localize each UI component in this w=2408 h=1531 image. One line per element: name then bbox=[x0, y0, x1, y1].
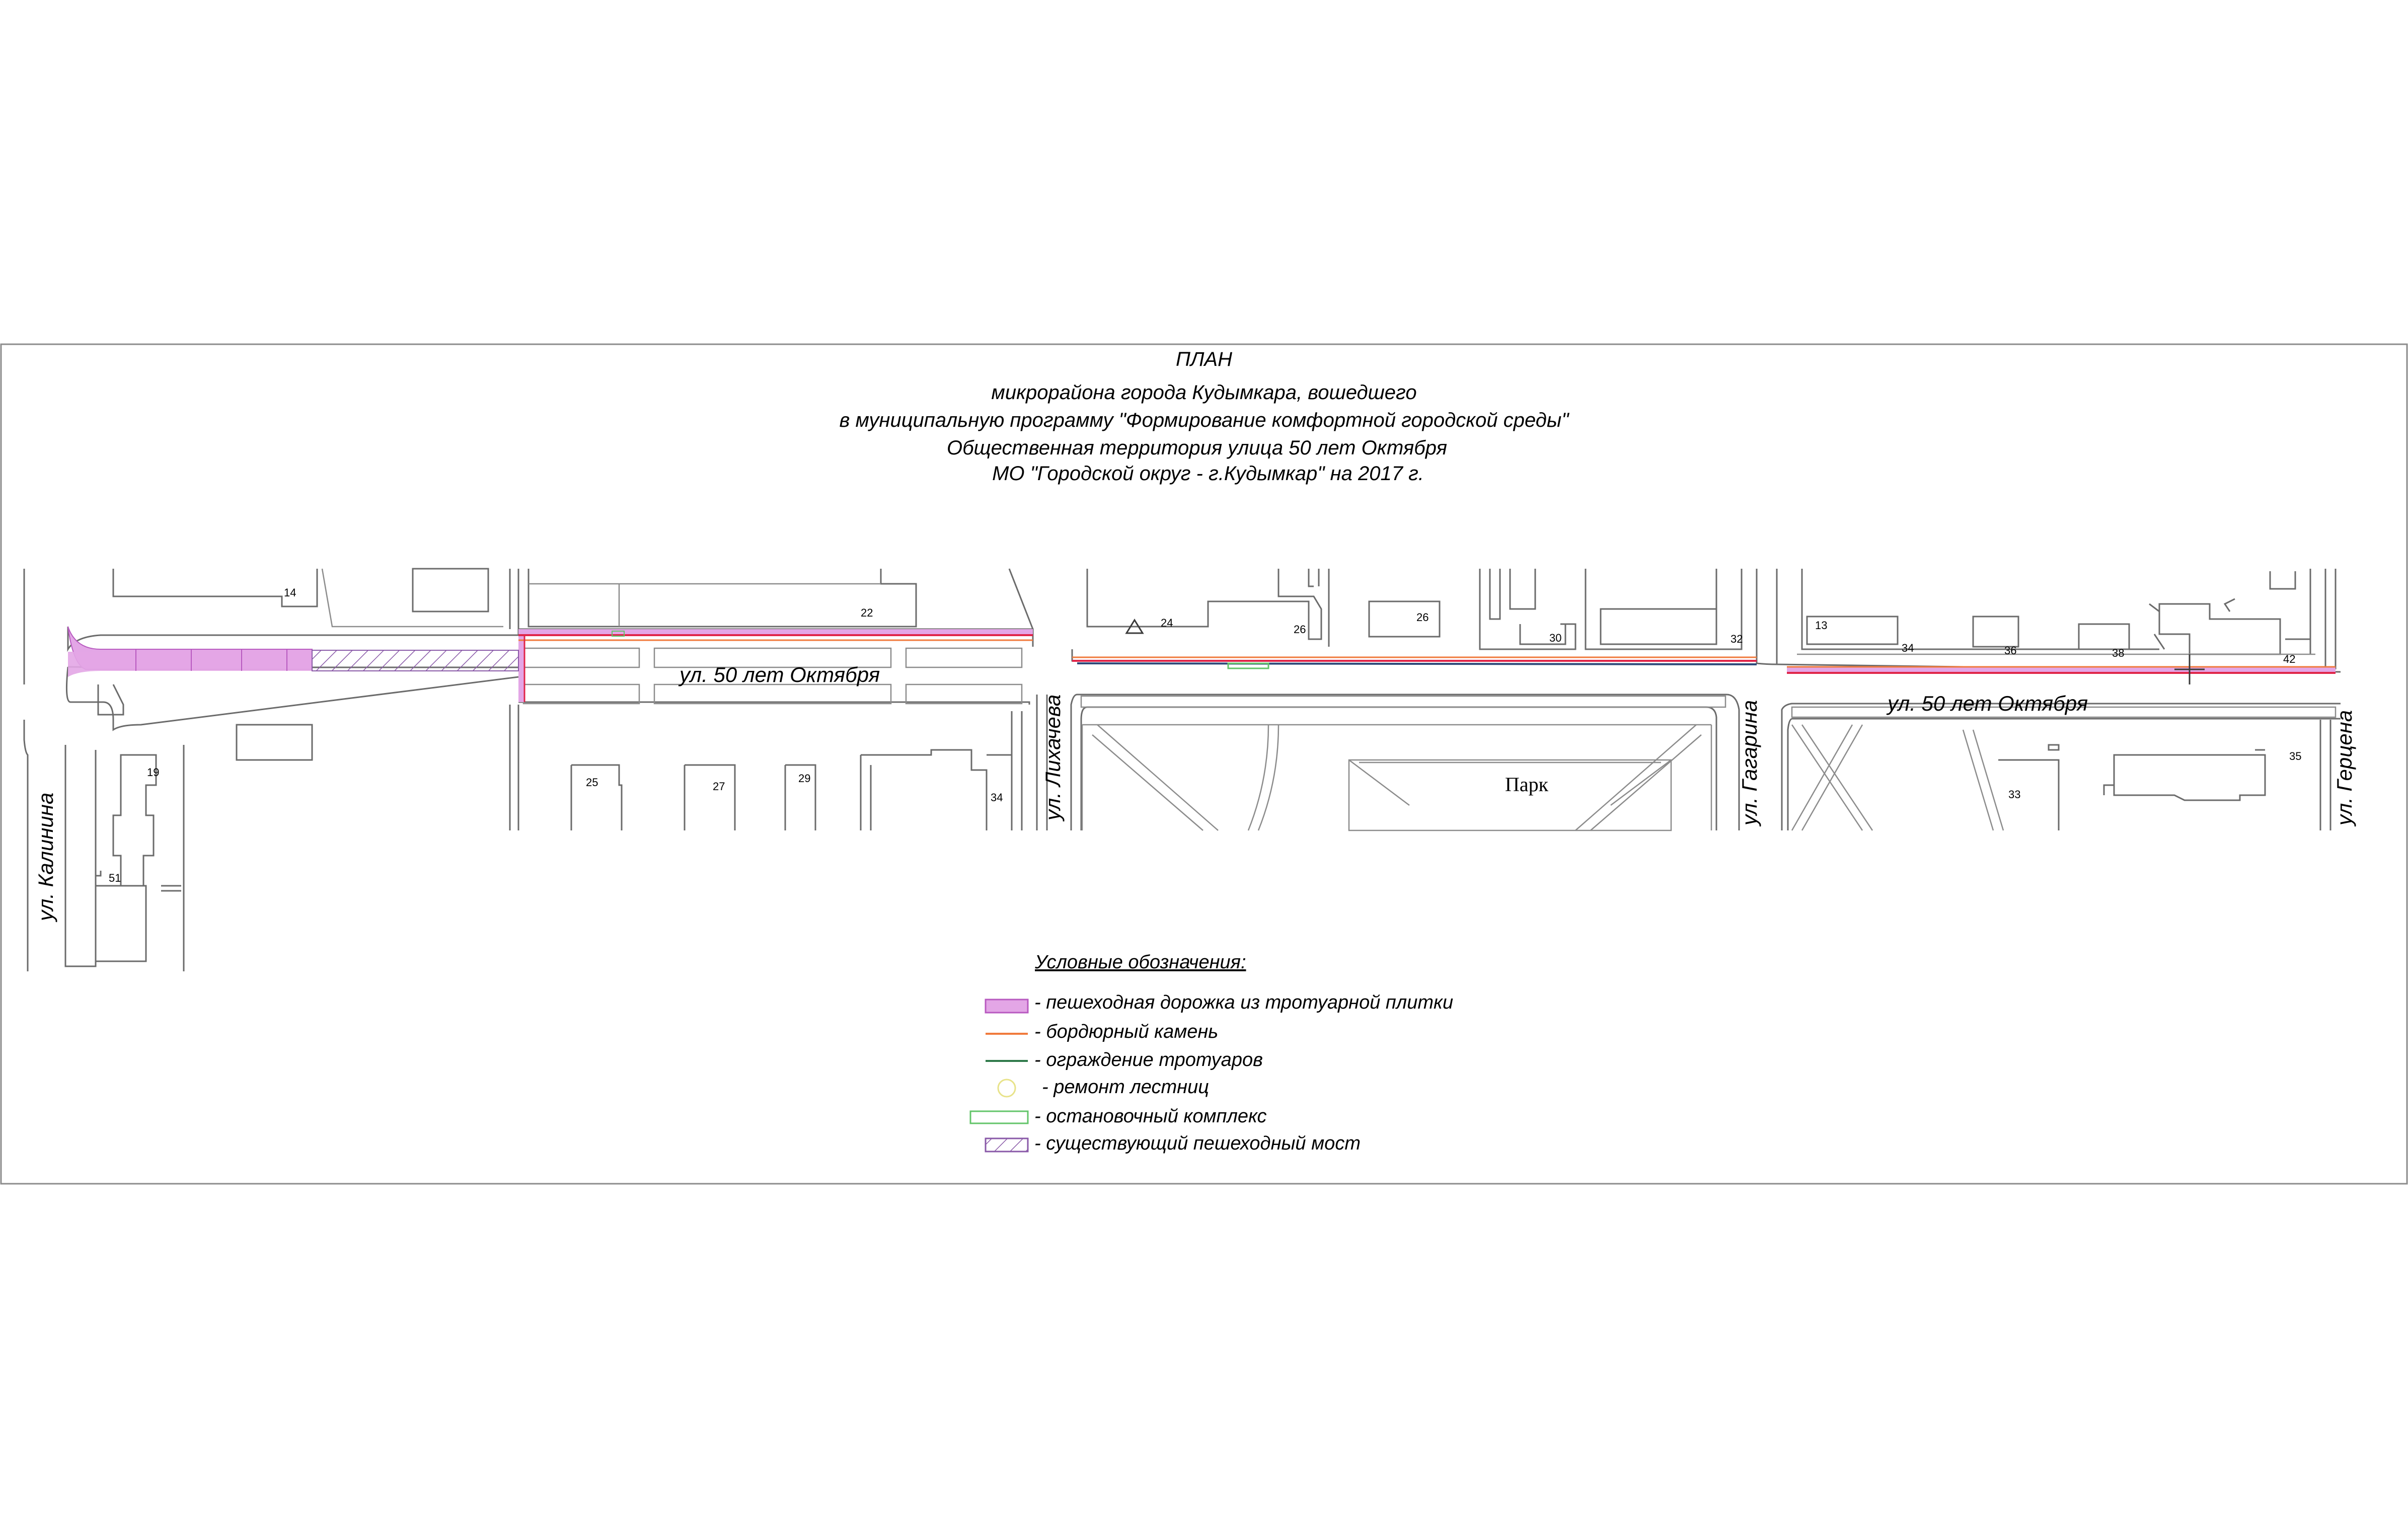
house-number: 22 bbox=[861, 606, 873, 619]
house-number: 34 bbox=[991, 791, 1003, 804]
house-number: 29 bbox=[798, 772, 811, 785]
house-number: 33 bbox=[2008, 788, 2021, 801]
street-label-likhacheva: ул. Лихачева bbox=[1041, 694, 1065, 820]
house-number: 30 bbox=[1549, 632, 1562, 644]
legend-item-paving: - пешеходная дорожка из тротуарной плитки bbox=[1034, 992, 1454, 1013]
buildings-north bbox=[113, 569, 2315, 654]
legend-heading: Условные обозначения: bbox=[1035, 952, 1246, 973]
house-number: 19 bbox=[147, 766, 160, 779]
street-label-gertsena: ул. Герцена bbox=[2332, 710, 2356, 825]
bus-stop-rect-icon bbox=[970, 1111, 1028, 1123]
house-number: 24 bbox=[1161, 617, 1173, 629]
house-number: 26 bbox=[1294, 623, 1306, 636]
legend-item-bus-stop: - остановочный комплекс bbox=[1034, 1106, 1267, 1127]
house-number: 38 bbox=[2112, 647, 2125, 659]
street-map bbox=[24, 569, 2356, 971]
cross-marker-icon bbox=[2174, 654, 2205, 684]
buildings-south bbox=[96, 684, 2265, 961]
cross-streets bbox=[24, 569, 2336, 971]
legend bbox=[970, 952, 1453, 1154]
sidewalk-fence bbox=[1077, 663, 1757, 664]
legend-item-stairs: - ремонт лестниц bbox=[1042, 1077, 1209, 1098]
title-line-3: в муниципальную программу "Формирование комфортной городской среды" bbox=[839, 409, 1569, 431]
street-label-gagarina: ул. Гагарина bbox=[1738, 700, 1761, 825]
paving-swatch-icon bbox=[986, 1000, 1028, 1013]
street-label-50-let-oktyabrya-west: ул. 50 лет Октября bbox=[680, 663, 880, 686]
house-number: 35 bbox=[2289, 750, 2302, 762]
house-number: 51 bbox=[109, 872, 121, 884]
house-number: 25 bbox=[586, 776, 598, 789]
park-label: Парк bbox=[1505, 773, 1549, 796]
house-number: 13 bbox=[1815, 619, 1828, 632]
legend-item-curb: - бордюрный камень bbox=[1034, 1021, 1219, 1042]
title-line-4: Общественная территория улица 50 лет Октября bbox=[947, 437, 1447, 459]
lower-right-paths bbox=[1792, 725, 2003, 830]
bridge-hatch-icon bbox=[986, 1138, 1028, 1152]
stairs-circle-icon bbox=[998, 1080, 1015, 1097]
title-line-1: ПЛАН bbox=[1176, 348, 1232, 370]
house-number: 32 bbox=[1730, 633, 1743, 645]
bus-stop bbox=[1228, 663, 1268, 668]
legend-item-bridge: - существующий пешеходный мост bbox=[1034, 1133, 1361, 1154]
title-line-2: микрорайона города Кудымкара, вошедшего bbox=[991, 381, 1417, 404]
title-line-5: МО "Городской округ - г.Кудымкар" на 2017 г. bbox=[992, 463, 1424, 485]
house-number: 34 bbox=[1902, 642, 1914, 654]
house-number: 36 bbox=[2004, 644, 2017, 657]
street-label-50-let-oktyabrya-east: ул. 50 лет Октября bbox=[1888, 692, 2088, 715]
house-number: 42 bbox=[2283, 653, 2296, 665]
plan-title bbox=[839, 348, 1569, 485]
existing-pedestrian-bridge bbox=[312, 650, 518, 671]
legend-item-fence: - ограждение тротуаров bbox=[1034, 1049, 1263, 1070]
house-number: 26 bbox=[1416, 611, 1429, 624]
park bbox=[1082, 725, 1711, 830]
street-labels bbox=[34, 663, 2356, 923]
street-label-kalinina: ул. Калинина bbox=[34, 792, 57, 921]
house-number: 27 bbox=[713, 780, 725, 793]
house-number: 14 bbox=[284, 586, 296, 599]
